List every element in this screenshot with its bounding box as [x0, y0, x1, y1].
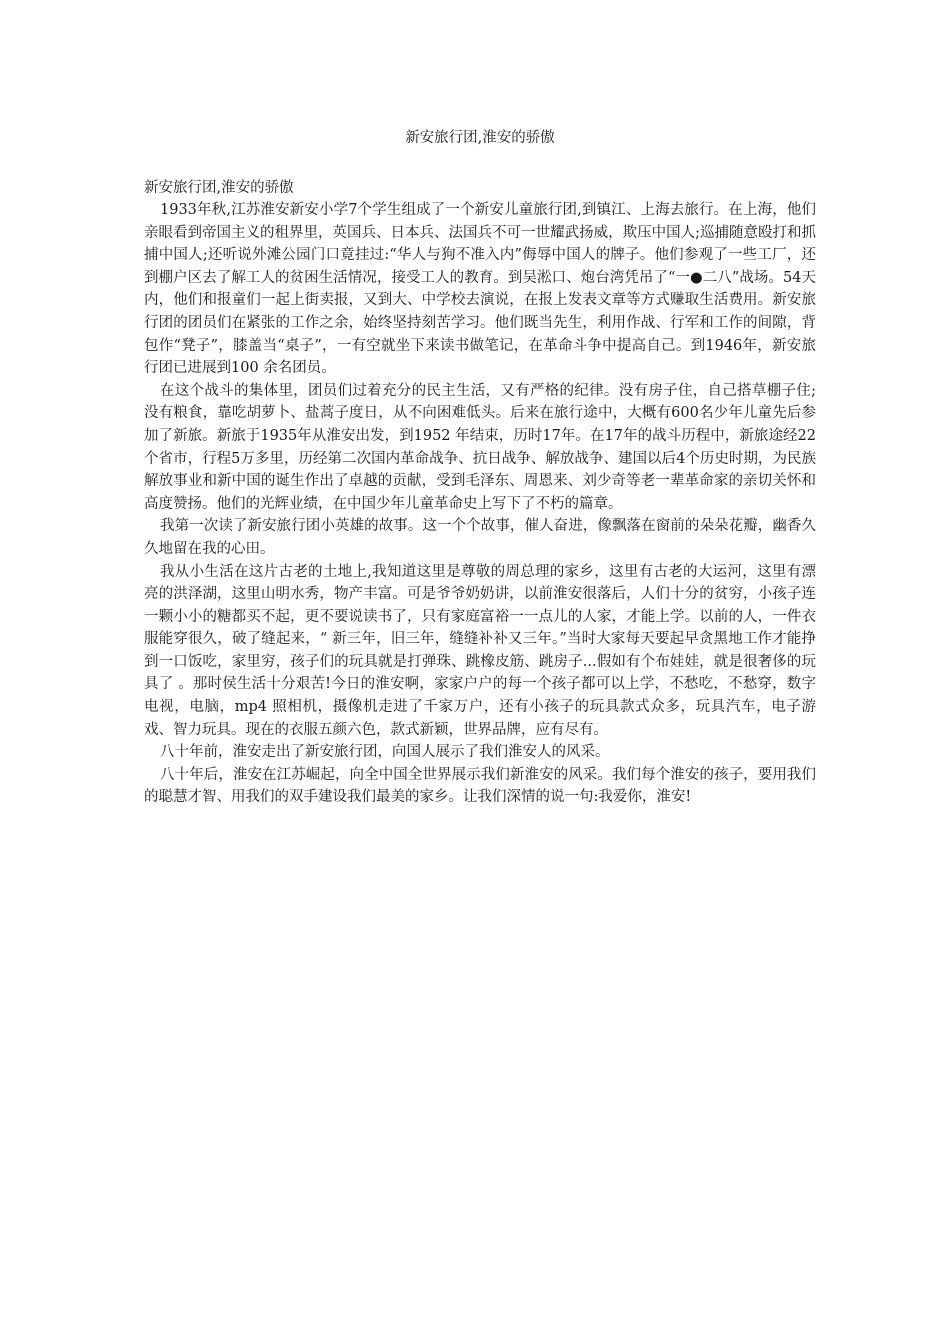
- document-subheading: 新安旅行团,淮安的骄傲: [144, 180, 294, 196]
- paragraph-1: 1933年秋,江苏淮安新安小学7个学生组成了一个新安儿童旅行团,到镇江、上海去旅行。在上海，他们亲眼看到帝国主义的租界里，英国兵、日本兵、法国兵不可一世耀武扬威，欺压中国人;巡捕随意殴打和抓捕中国人;还听说外滩公园门口竟挂过:“华人与狗不准入内”侮辱中国人的牌子。他们参观了一些工厂，还到棚户区去了解工人的贫困生活情况，接受工人的教育。到吴淞口、炮台湾凭吊了“一●二八”战场。54天内，他们和报童们一起上街卖报，又到大、中学校去演说，在报上发表文章等方式赚取生活费用。新安旅行团的团员们在紧张的工作之余，始终坚持刻苦学习。他们既当先生，利用作战、行军和工作的间隙，背包作“凳子”，膝盖当“桌子”，一有空就坐下来读书做笔记，在革命斗争中提高自己。到1946年，新安旅行团已进展到100 余名团员。: [144, 202, 816, 377]
- paragraph-4: 我从小生活在这片古老的土地上,我知道这里是尊敬的周总理的家乡，这里有古老的大运河，这里有漂亮的洪泽湖，这里山明水秀，物产丰富。可是爷爷奶奶讲，以前淮安很落后，人们十分的贫穷，小孩子连一颗小小的糖都买不起，更不要说读书了，只有家庭富裕一一点儿的人家，才能上学。以前的人，一件衣服能穿很久，破了缝起来，“ 新三年，旧三年，缝缝补补又三年。”当时大家每天要起早贪黑地工作才能挣到一口饭吃，家里穷，孩子们的玩具就是打弹珠、跳橡皮筋、跳房子...假如有个布娃娃，就是很奢侈的玩具了 。那时侯生活十分艰苦!今日的淮安啊，家家户户的每一个孩子都可以上学，不愁吃，不愁穿，数字电视，电脑，mp4 照相机，摄像机走进了千家万户，还有小孩子的玩具款式众多，玩具汽车，电子游戏、智力玩具。现在的衣服五颜六色，款式新颖，世界品牌，应有尽有。: [144, 563, 816, 738]
- document-body: [144, 177, 816, 809]
- document-title: 新安旅行团,淮安的骄傲: [405, 130, 555, 146]
- paragraph-5: 八十年前，淮安走出了新安旅行团，向国人展示了我们淮安人的风采。: [160, 744, 610, 761]
- paragraph-3: 我第一次读了新安旅行团小英雄的故事。这一个个故事，催人奋进，像飘落在窗前的朵朵花瓣，幽香久久地留在我的心田。: [144, 518, 816, 557]
- paragraph-2: 在这个战斗的集体里，团员们过着充分的民主生活，又有严格的纪律。没有房子住，自己搭草棚子住;没有粮食，靠吃胡萝卜、盐蒿子度日，从不向困难低头。后来在旅行途中，大概有600名少年儿童先后参加了新旅。新旅于1935年从淮安出发，到1952 年结束，历时17年。在17年的战斗历程中，新旅途经22个省市，行程5万多里，历经第二次国内革命战争、抗日战争、解放战争、建国以后4个历史时期，为民族解放事业和新中国的诞生作出了卓越的贡献，受到毛泽东、周恩来、刘少奇等老一辈革命家的亲切关怀和高度赞扬。他们的光辉业绩，在中国少年儿童革命史上写下了不朽的篇章。: [144, 382, 816, 512]
- paragraph-6: 八十年后，淮安在江苏崛起，向全中国全世界展示我们新淮安的风采。我们每个淮安的孩子，要用我们的聪慧才智、用我们的双手建设我们最美的家乡。让我们深情的说一句:我爱你，淮安!: [144, 766, 816, 806]
